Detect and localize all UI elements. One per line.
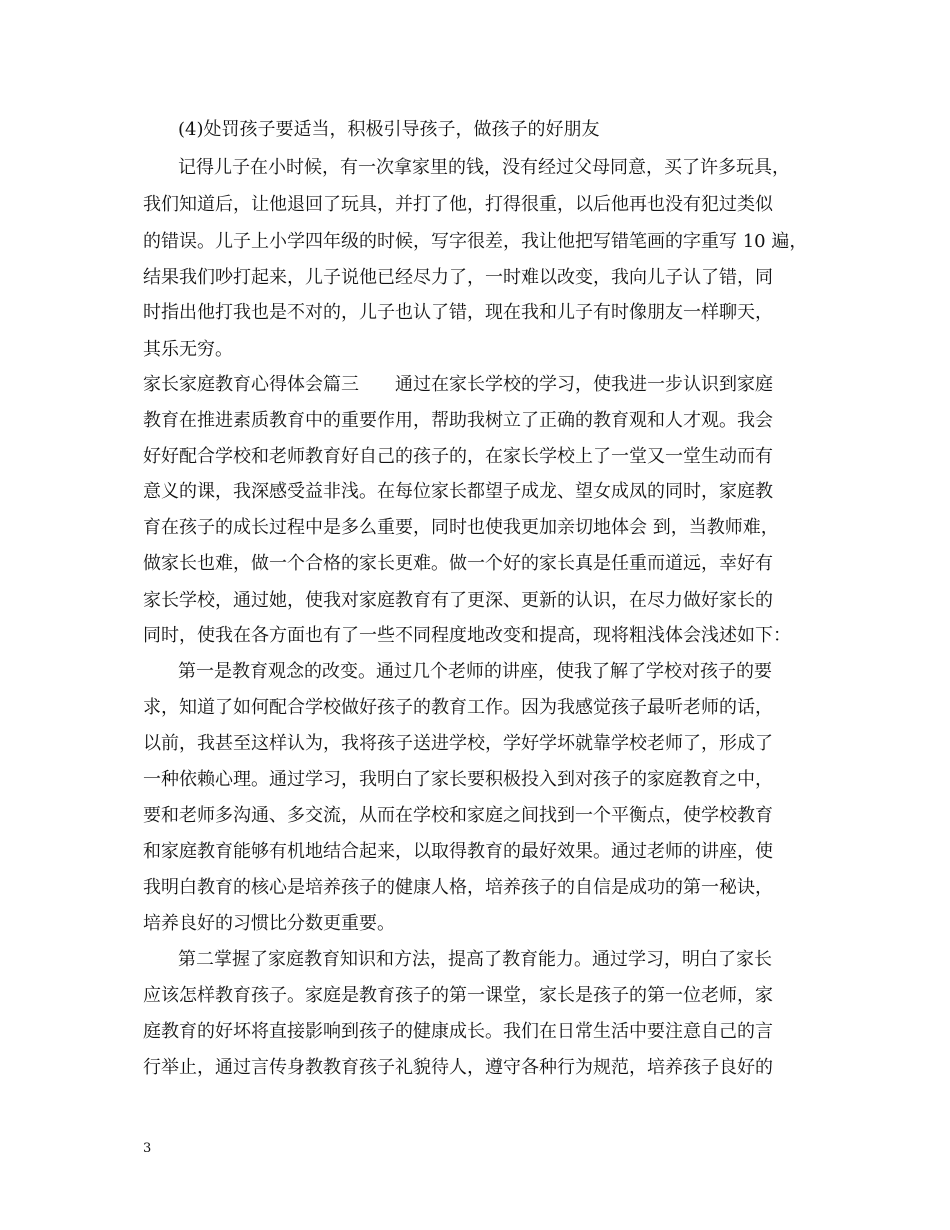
text-line: 一种依赖心理。通过学习，我明白了家长要积极投入到对孩子的家庭教育之中，	[143, 769, 773, 790]
text-line: (4)处罚孩子要适当，积极引导孩子，做孩子的好朋友	[178, 119, 600, 140]
text-line: 结果我们吵打起来，儿子说他已经尽力了，一时难以改变，我向儿子认了错，同	[143, 267, 773, 288]
text-line: 教育在推进素质教育中的重要作用，帮助我树立了正确的教育观和人才观。我会	[143, 410, 773, 431]
text-line: 我明白教育的核心是培养孩子的健康人格，培养孩子的自信是成功的第一秘诀，	[143, 877, 773, 898]
text-line: 家长家庭教育心得体会篇三 通过在家长学校的学习，使我进一步认识到家庭	[143, 374, 773, 395]
text-line: 时指出他打我也是不对的，儿子也认了错，现在我和儿子有时像朋友一样聊天，	[143, 302, 773, 323]
text-line: 行举止，通过言传身教教育孩子礼貌待人，遵守各种行为规范，培养孩子良好的	[143, 1057, 773, 1078]
text-line: 应该怎样教育孩子。家庭是教育孩子的第一课堂，家长是孩子的第一位老师，家	[143, 985, 773, 1006]
text-line: 同时，使我在各方面也有了一些不同程度地改变和提高，现将粗浅体会浅述如下：	[143, 625, 791, 646]
text-line: 庭教育的好坏将直接影响到孩子的健康成长。我们在日常生活中要注意自己的言	[143, 1021, 773, 1042]
text-line: 其乐无穷。	[143, 339, 233, 360]
text-line: 要和老师多沟通、多交流，从而在学校和家庭之间找到一个平衡点，使学校教育	[143, 805, 773, 826]
text-line: 做家长也难，做一个合格的家长更难。做一个好的家长真是任重而道远，幸好有	[143, 553, 773, 574]
text-line: 好好配合学校和老师教育好自己的孩子的，在家长学校上了一堂又一堂生动而有	[143, 446, 773, 467]
text-line: 意义的课，我深感受益非浅。在每位家长都望子成龙、望女成凤的同时，家庭教	[143, 481, 773, 502]
text-line: 求，知道了如何配合学校做好孩子的教育工作。因为我感觉孩子最听老师的话，	[143, 697, 773, 718]
text-line: 第二掌握了家庭教育知识和方法，提高了教育能力。通过学习，明白了家长	[178, 949, 772, 970]
text-line: 第一是教育观念的改变。通过几个老师的讲座，使我了解了学校对孩子的要	[178, 661, 772, 682]
text-line: 以前，我甚至这样认为，我将孩子送进学校，学好学坏就靠学校老师了，形成了	[143, 733, 773, 754]
text-line: 的错误。儿子上小学四年级的时候，写字很差，我让他把写错笔画的字重写 10 遍，	[143, 231, 808, 252]
page-number: 3	[143, 1141, 152, 1156]
text-line: 育在孩子的成长过程中是多么重要，同时也使我更加亲切地体会 到，当教师难，	[143, 517, 779, 538]
text-line: 我们知道后，让他退回了玩具，并打了他，打得很重，以后他再也没有犯过类似	[143, 194, 773, 215]
text-line: 培养良好的习惯比分数更重要。	[143, 913, 395, 934]
text-line: 和家庭教育能够有机地结合起来，以取得教育的最好效果。通过老师的讲座，使	[143, 841, 773, 862]
text-line: 家长学校，通过她，使我对家庭教育有了更深、更新的认识，在尽力做好家长的	[143, 590, 773, 611]
text-line: 记得儿子在小时候，有一次拿家里的钱，没有经过父母同意，买了许多玩具，	[178, 157, 790, 178]
